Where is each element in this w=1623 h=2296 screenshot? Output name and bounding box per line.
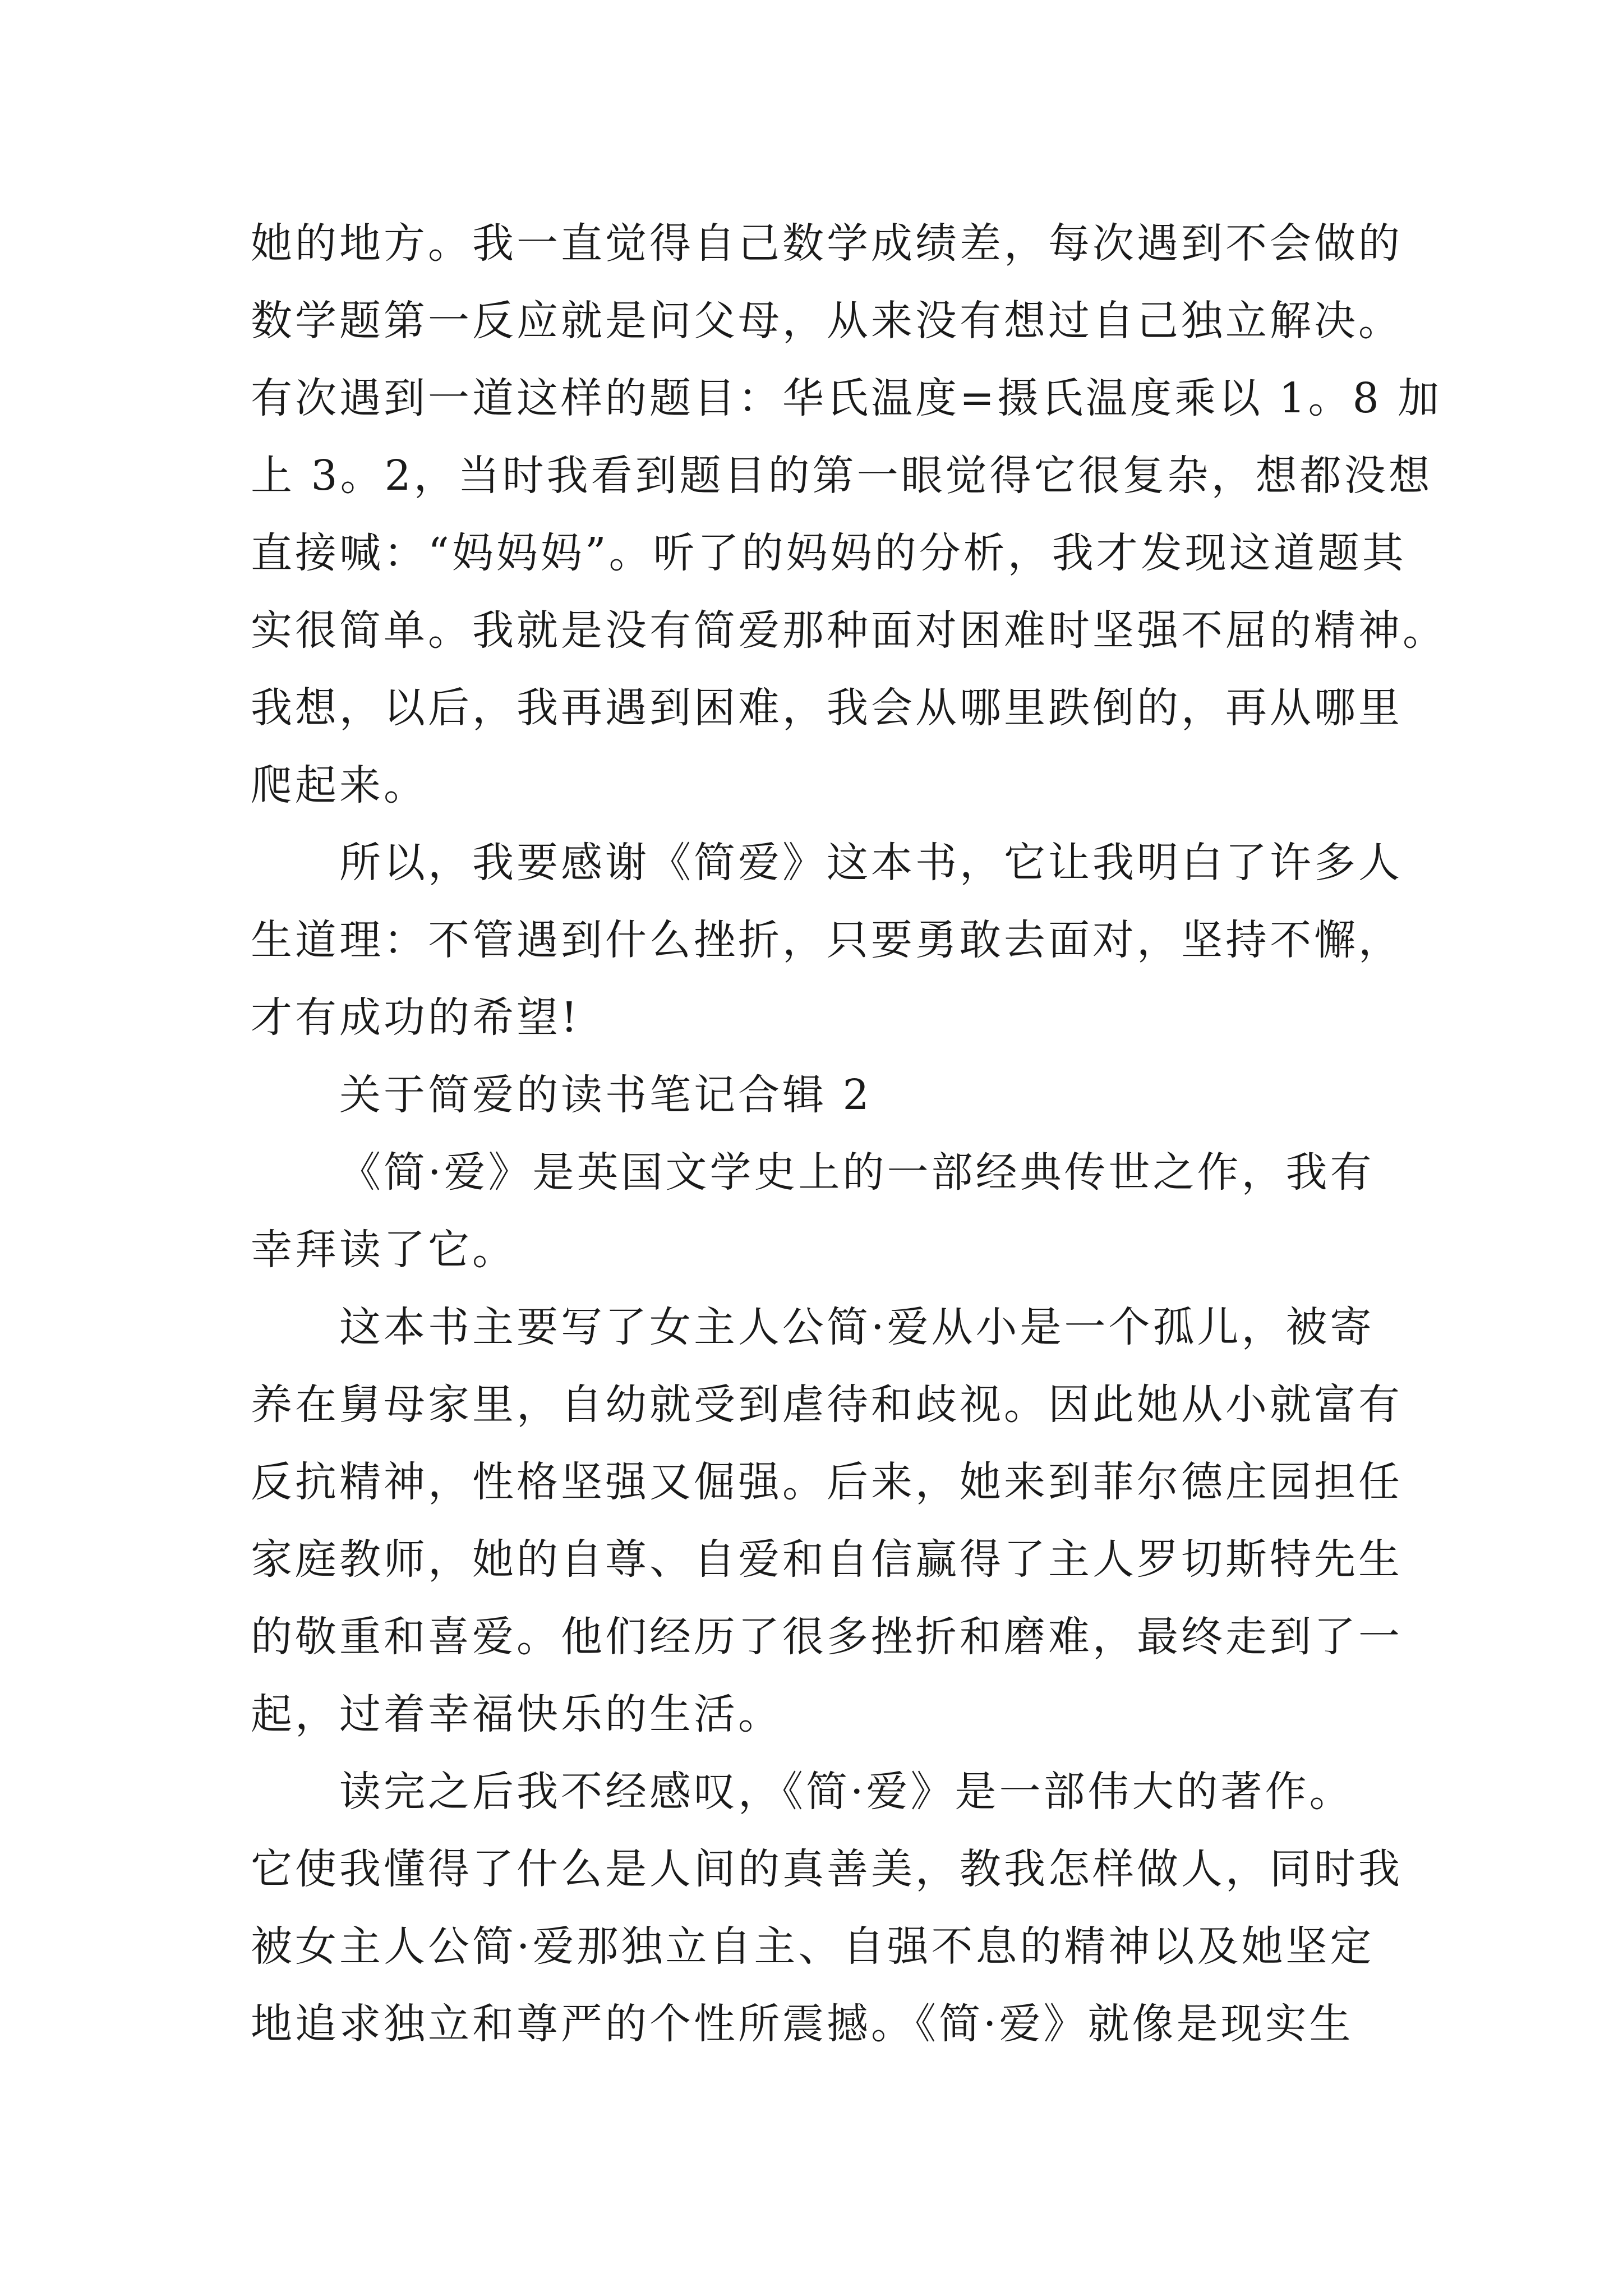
text-line: 《简·爱》是英国文学史上的一部经典传世之作，我有 — [339, 1148, 1375, 1197]
text-line: 我想，以后，我再遇到困难，我会从哪里跌倒的，再从哪里 — [251, 684, 1403, 732]
text-line: 实很简单。我就是没有简爱那种面对困难时坚强不屈的精神。 — [251, 606, 1447, 655]
text-line: 生道理：不管遇到什么挫折，只要勇敢去面对，坚持不懈， — [251, 916, 1403, 964]
paragraph — [251, 824, 1484, 1056]
text-line: 爬起来。 — [251, 761, 428, 809]
text-line: 幸拜读了它。 — [251, 1226, 517, 1274]
document-body — [251, 205, 1484, 2063]
heading-line: 关于简爱的读书笔记合辑 2 — [339, 1071, 872, 1119]
paragraph — [251, 1289, 1484, 1753]
text-line: 起，过着幸福快乐的生活。 — [251, 1690, 782, 1738]
section-heading — [251, 1056, 1484, 1134]
text-line: 家庭教师，她的自尊、自爱和自信赢得了主人罗切斯特先生 — [251, 1535, 1403, 1584]
text-line: 养在舅母家里，自幼就受到虐待和歧视。因此她从小就富有 — [251, 1381, 1403, 1429]
text-line: 所以，我要感谢《简爱》这本书，它让我明白了许多人 — [339, 839, 1403, 887]
text-line: 这本书主要写了女主人公简·爱从小是一个孤儿，被寄 — [339, 1303, 1375, 1351]
text-line: 的敬重和喜爱。他们经历了很多挫折和磨难，最终走到了一 — [251, 1613, 1403, 1661]
text-line: 上 3。2，当时我看到题目的第一眼觉得它很复杂，想都没想 — [251, 452, 1433, 500]
text-line: 它使我懂得了什么是人间的真善美，教我怎样做人，同时我 — [251, 1845, 1403, 1893]
text-line: 被女主人公简·爱那独立自主、自强不息的精神以及她坚定 — [251, 1922, 1375, 1971]
text-line: 直接喊：“妈妈妈”。听了的妈妈的分析，我才发现这道题其 — [251, 529, 1407, 577]
text-line: 才有成功的希望! — [251, 993, 580, 1042]
paragraph — [251, 1134, 1484, 1289]
text-line: 数学题第一反应就是问父母，从来没有想过自己独立解决。 — [251, 297, 1403, 345]
paragraph — [251, 1753, 1484, 2063]
text-line: 有次遇到一道这样的题目：华氏温度=摄氏温度乘以 1。8 加 — [251, 374, 1442, 422]
text-line: 读完之后我不经感叹，《简·爱》是一部伟大的著作。 — [339, 1768, 1354, 1816]
paragraph — [251, 205, 1484, 824]
text-line: 她的地方。我一直觉得自己数学成绩差，每次遇到不会做的 — [251, 219, 1403, 268]
text-line: 反抗精神，性格坚强又倔强。后来，她来到菲尔德庄园担任 — [251, 1458, 1403, 1506]
text-line: 地追求独立和尊严的个性所震撼。《简·爱》就像是现实生 — [251, 2000, 1354, 2048]
